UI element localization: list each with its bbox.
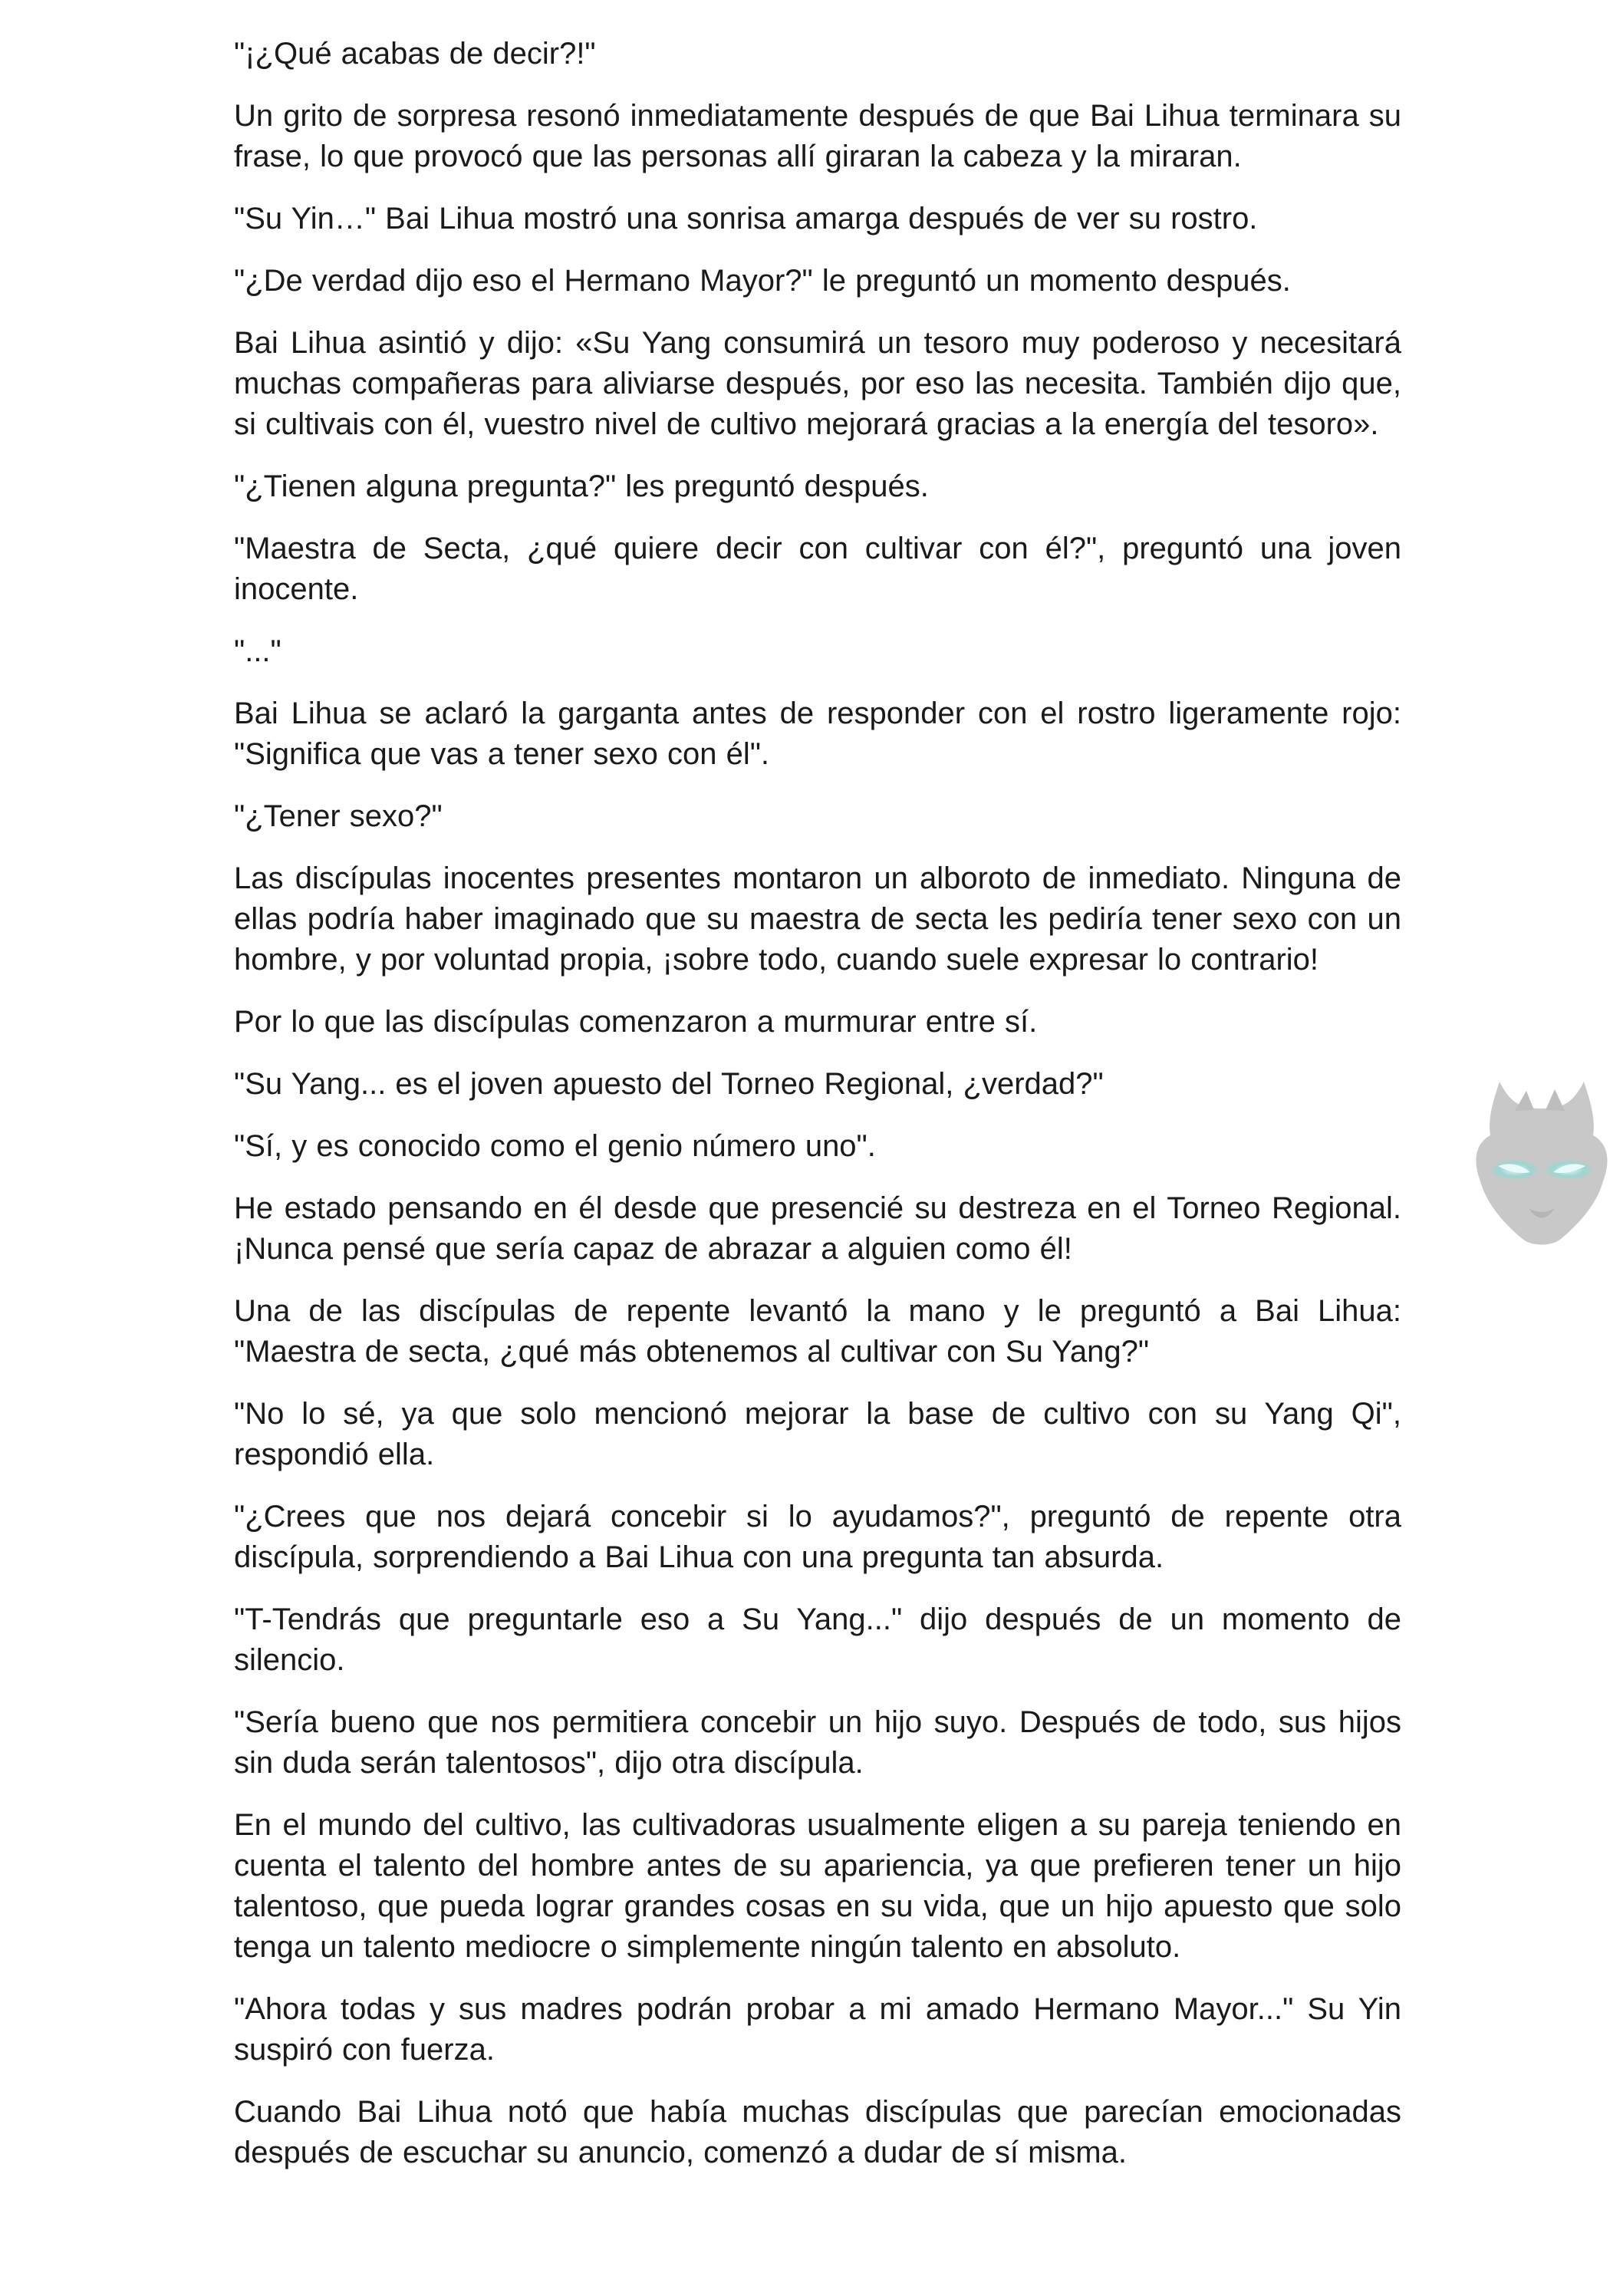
paragraph: "Su Yin…" Bai Lihua mostró una sonrisa amarga después de ver su rostro. [234, 202, 1258, 236]
paragraph: Una de las discípulas de repente levantó la mano y le preguntó a Bai Lihua: "Maestra de secta, ¿qué más obtenemos al cultivar con Su Yang?" [234, 1294, 1401, 1369]
paragraph: "¿Crees que nos dejará concebir si lo ayudamos?", preguntó de repente otra discípula, sorprendiendo a Bai Lihua con una pregunta tan absurda. [234, 1500, 1401, 1574]
paragraph: Cuando Bai Lihua notó que había muchas discípulas que parecían emocionadas después de escuchar su anuncio, comenzó a dudar de sí misma. [234, 2095, 1401, 2169]
paragraph: "¿Tener sexo?" [234, 799, 443, 833]
paragraph: "T-Tendrás que preguntarle eso a Su Yang..." dijo después de un momento de silencio. [234, 1603, 1401, 1677]
paragraph: "Ahora todas y sus madres podrán probar a mi amado Hermano Mayor..." Su Yin suspiró con fuerza. [234, 1992, 1401, 2067]
paragraph: Por lo que las discípulas comenzaron a murmurar entre sí. [234, 1005, 1038, 1039]
paragraph: Bai Lihua asintió y dijo: «Su Yang consumirá un tesoro muy poderoso y necesitará muchas compañeras para aliviarse después, por eso las necesita. También dijo que, si cultivais con él, vuestro nivel de cultivo mejorará gracias a la energía del tesoro». [234, 326, 1401, 441]
paragraph: "Sería bueno que nos permitiera concebir un hijo suyo. Después de todo, sus hijos sin duda serán talentosos", dijo otra discípula. [234, 1705, 1401, 1780]
paragraph: "¿De verdad dijo eso el Hermano Mayor?" le preguntó un momento después. [234, 264, 1291, 298]
paragraph: Un grito de sorpresa resonó inmediatamente después de que Bai Lihua terminara su frase, lo que provocó que las personas allí giraran la cabeza y la miraran. [234, 99, 1401, 173]
paragraph: "No lo sé, ya que solo mencionó mejorar la base de cultivo con su Yang Qi", respondió ella. [234, 1397, 1401, 1471]
paragraph: En el mundo del cultivo, las cultivadoras usualmente eligen a su pareja teniendo en cuenta el talento del hombre antes de su apariencia, ya que prefieren tener un hijo talentoso, que pueda lograr grandes cosas en su vida, que un hijo apuesto que solo tenga un talento mediocre o simplemente ningún talento en absoluto. [234, 1808, 1401, 1964]
paragraph: He estado pensando en él desde que presencié su destreza en el Torneo Regional. ¡Nunca pensé que sería capaz de abrazar a alguien como él! [234, 1191, 1401, 1266]
paragraph: "..." [234, 634, 281, 668]
paragraph: "Maestra de Secta, ¿qué quiere decir con cultivar con él?", preguntó una joven inocente. [234, 532, 1401, 606]
document-body [234, 34, 1401, 2195]
paragraph: "Su Yang... es el joven apuesto del Torneo Regional, ¿verdad?" [234, 1067, 1104, 1101]
paragraph: "¡¿Qué acabas de decir?!" [234, 37, 596, 71]
paragraph: "Sí, y es conocido como el genio número uno". [234, 1129, 876, 1163]
paragraph: Las discípulas inocentes presentes montaron un alboroto de inmediato. Ninguna de ellas podría haber imaginado que su maestra de secta les pediría tener sexo con un hombre, y por voluntad propia, ¡sobre todo, cuando suele expresar lo contrario! [234, 861, 1401, 977]
paragraph: "¿Tienen alguna pregunta?" les preguntó después. [234, 469, 929, 503]
paragraph: Bai Lihua se aclaró la garganta antes de responder con el rostro ligeramente rojo: "Significa que vas a tener sexo con él". [234, 697, 1401, 771]
demon-head-icon [1469, 1074, 1615, 1250]
